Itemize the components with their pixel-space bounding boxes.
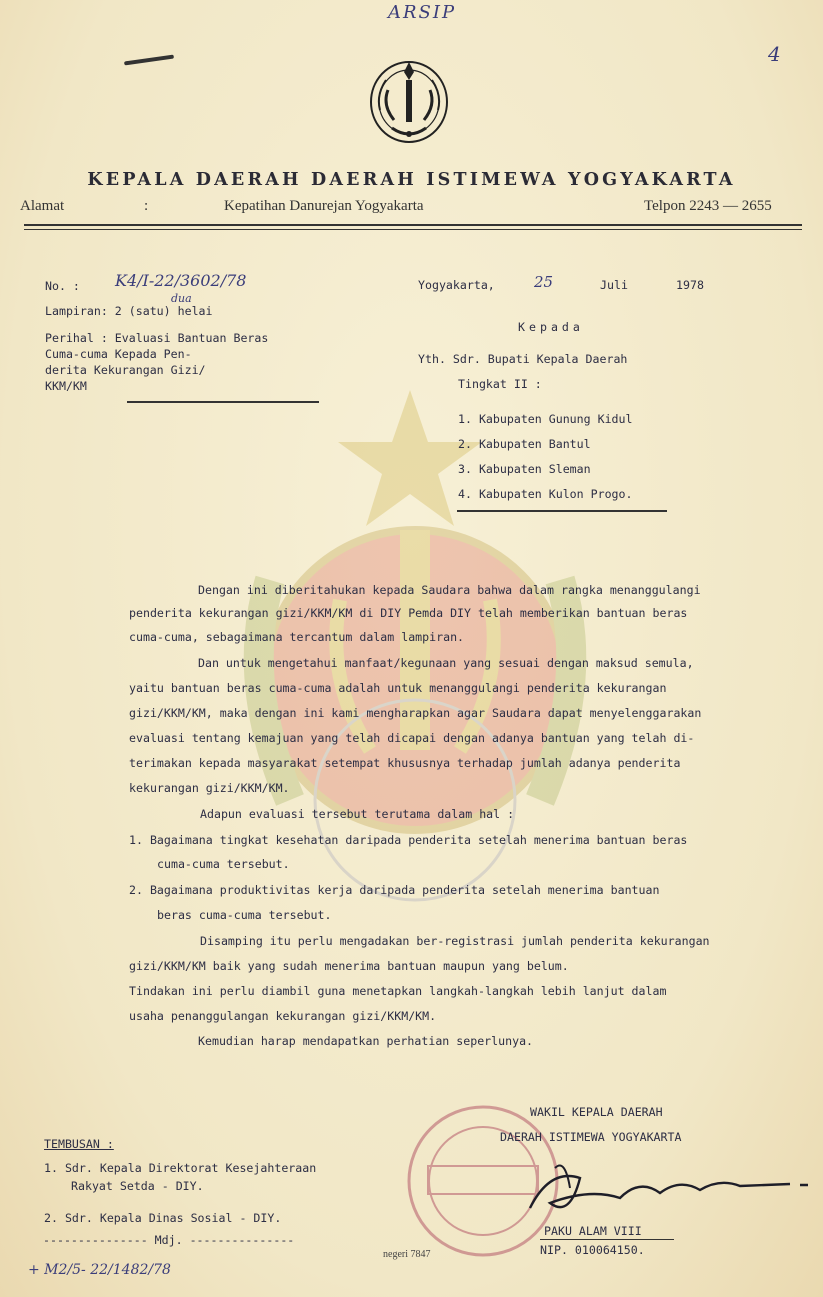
handwritten-signature-icon	[510, 1148, 810, 1228]
letterhead-rule-thin	[24, 229, 802, 230]
perihal-line-4: KKM/KM	[45, 379, 87, 393]
recipient-item-4: 4. Kabupaten Kulon Progo.	[458, 487, 633, 501]
body-line: 1. Bagaimana tingkat kesehatan daripada penderita setelah menerima bantuan beras	[129, 833, 688, 847]
address-label: Alamat	[20, 198, 65, 214]
body-line: Tindakan ini perlu diambil guna menetapkan langkah-langkah lebih lanjut dalam	[129, 984, 667, 998]
signer-name: PAKU ALAM VIII	[544, 1224, 642, 1238]
body-line: beras cuma-cuma tersebut.	[157, 908, 332, 922]
address-colon: :	[144, 198, 149, 214]
recipient-item-1: 1. Kabupaten Gunung Kidul	[458, 412, 633, 426]
body-line: cuma-cuma tersebut.	[157, 857, 290, 871]
telephone: Telpon 2243 — 2655	[644, 198, 772, 214]
tembusan-item: 2. Sdr. Kepala Dinas Sosial - DIY.	[44, 1211, 282, 1225]
kepada: Kepada	[518, 320, 584, 334]
recipient-item-2: 2. Kabupaten Bantul	[458, 437, 591, 451]
archive-number-note: + M2/5- 22/1482/78	[28, 1262, 171, 1278]
body-line: penderita kekurangan gizi/KKM/KM di DIY Pemda DIY telah memberikan bantuan beras	[129, 606, 688, 620]
address-value: Kepatihan Danurejan Yogyakarta	[224, 198, 424, 214]
date-month: Juli	[600, 278, 628, 292]
body-line: Disamping itu perlu mengadakan ber-registrasi jumlah penderita kekurangan	[200, 934, 710, 948]
signer-title-2: DAERAH ISTIMEWA YOGYAKARTA	[500, 1130, 682, 1144]
recipient-item-3: 3. Kabupaten Sleman	[458, 462, 591, 476]
printer-mark: negeri 7847	[383, 1249, 431, 1260]
no-label: No. :	[45, 279, 80, 293]
tembusan-item: 1. Sdr. Kepala Direktorat Kesejahteraan	[44, 1161, 317, 1175]
date-day: 25	[534, 273, 554, 291]
body-line: 2. Bagaimana produktivitas kerja daripada penderita setelah menerima bantuan	[129, 883, 660, 897]
yogyakarta-emblem-icon	[366, 50, 452, 150]
initials-line: --------------- Mdj. ---------------	[43, 1233, 295, 1247]
page-number-note: 4	[768, 42, 781, 66]
lampiran-label: Lampiran: 2 (satu) helai	[45, 304, 213, 318]
body-line: Dengan ini diberitahukan kepada Saudara bahwa dalam rangka menanggulangi	[198, 583, 701, 597]
pen-mark	[124, 55, 174, 66]
body-line: gizi/KKM/KM, maka dengan ini kami mengharapkan agar Saudara dapat menyelenggarakan	[129, 706, 702, 720]
signer-title-1: WAKIL KEPALA DAERAH	[530, 1105, 663, 1119]
body-line: evaluasi tentang kemajuan yang telah dicapai dengan adanya bantuan yang telah di-	[129, 731, 695, 745]
body-line: Adapun evaluasi tersebut terutama dalam hal :	[200, 807, 515, 821]
body-line: terimakan kepada masyarakat setempat khususnya terhadap jumlah adanya penderita	[129, 756, 681, 770]
body-line: kekurangan gizi/KKM/KM.	[129, 781, 290, 795]
body-line: Kemudian harap mendapatkan perhatian seperlunya.	[198, 1034, 534, 1048]
tembusan-item-cont: Rakyat Setda - DIY.	[71, 1179, 204, 1193]
date-year: 1978	[676, 278, 704, 292]
letterhead-title: KEPALA DAERAH DAERAH ISTIMEWA YOGYAKARTA	[87, 170, 736, 190]
place: Yogyakarta,	[418, 278, 495, 292]
body-line: yaitu bantuan beras cuma-cuma adalah untuk menanggulangi penderita kekurangan	[129, 681, 667, 695]
tembusan-heading: TEMBUSAN :	[44, 1137, 114, 1151]
recipient-underline	[457, 510, 667, 512]
perihal-underline	[127, 401, 319, 403]
archive-note: ARSIP	[388, 2, 457, 23]
recipient-line-2: Tingkat II :	[458, 377, 542, 391]
perihal-line-3: derita Kekurangan Gizi/	[45, 363, 206, 377]
recipient-line-1: Yth. Sdr. Bupati Kepala Daerah	[418, 352, 628, 366]
body-line: usaha penanggulangan kekurangan gizi/KKM/KM.	[129, 1009, 437, 1023]
body-line: Dan untuk mengetahui manfaat/kegunaan yang sesuai dengan maksud semula,	[198, 656, 694, 670]
signer-underline	[540, 1239, 674, 1240]
lampiran-correction: dua	[171, 292, 192, 305]
perihal-line-2: Cuma-cuma Kepada Pen-	[45, 347, 192, 361]
body-line: cuma-cuma, sebagaimana tercantum dalam lampiran.	[129, 630, 465, 644]
no-value: K4/I-22/3602/78	[115, 271, 247, 290]
signer-nip: NIP. 010064150.	[540, 1243, 645, 1257]
letterhead-rule	[24, 224, 802, 226]
perihal-line-1: Perihal : Evaluasi Bantuan Beras	[45, 331, 269, 345]
body-line: gizi/KKM/KM baik yang sudah menerima bantuan maupun yang belum.	[129, 959, 569, 973]
